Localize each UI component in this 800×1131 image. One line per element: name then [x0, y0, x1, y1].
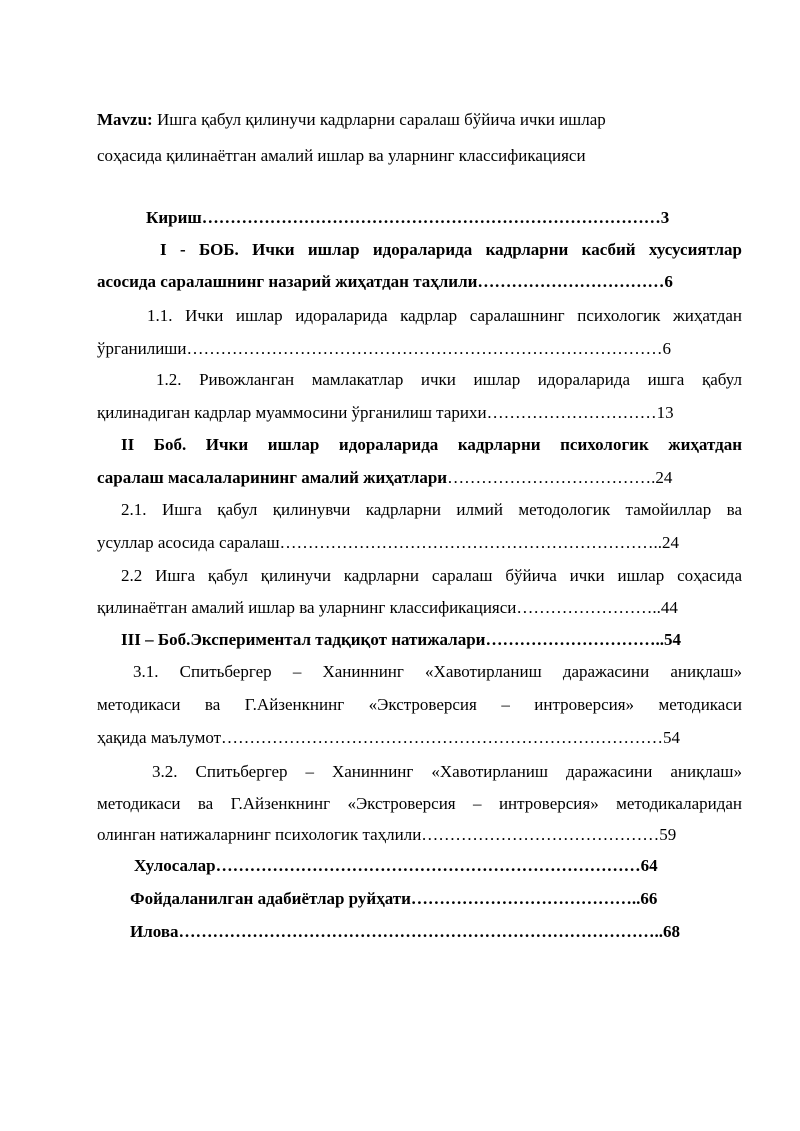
toc-intro: Кириш………………………………………………………………………3	[146, 208, 670, 227]
toc-section-3-1-line-2: методикаси ва Г.Айзенкнинг «Экстроверсия – интроверсия» методикаси	[97, 695, 742, 714]
toc-chapter-2-line-1: II Боб. Ички ишлар идораларида кадрларни психологик жиҳатдан	[121, 435, 742, 454]
toc-section-1-2-line-2: қилинадиган кадрлар муаммосини ўрганилиш тарихи…………………………13	[97, 403, 674, 422]
toc-section-2-1-line-2: усуллар асосида саралаш…………………………………………………………..24	[97, 533, 680, 552]
toc-section-1-2-line-1: 1.2. Ривожланган мамлакатлар ички ишлар идораларида ишга қабул	[156, 370, 742, 389]
toc-references: Фойдаланилган адабиётлар руйҳати…………………………………..66	[130, 889, 658, 908]
toc-section-1-1-line-2: ўрганилиши…………………………………………………………………………6	[97, 339, 671, 358]
toc-section-3-2-line-1: 3.2. Спитьбергер – Ханиннинг «Хавотирланиш даражасини аниқлаш»	[152, 762, 742, 781]
toc-section-2-2-line-2: қилинаётган амалий ишлар ва уларнинг классификацияси……………………..44	[97, 598, 678, 617]
toc-appendix: Илова…………………………………………………………………………..68	[130, 922, 681, 941]
toc-chapter-2-title-end: саралаш масалаларининг амалий жиҳатлари	[97, 468, 448, 487]
topic-line-1	[97, 110, 606, 130]
topic-label: Mavzu:	[97, 110, 153, 129]
toc-section-2-1-line-1: 2.1. Ишга қабул қилинувчи кадрларни илмий методологик тамойиллар ва	[121, 500, 742, 519]
toc-chapter-1-line-2: асосида саралашнинг назарий жиҳатдан таҳлили……………………………6	[97, 272, 673, 291]
toc-section-3-1-line-3: ҳақида маълумот……………………………………………………………………54	[97, 728, 681, 747]
toc-section-3-2-line-2: методикаси ва Г.Айзенкнинг «Экстроверсия – интроверсия» методикаларидан	[97, 794, 742, 813]
toc-chapter-2-line-2	[97, 468, 672, 488]
topic-text-1: Ишга қабул қилинучи кадрларни саралаш бўйича ички ишлар	[156, 110, 606, 129]
toc-section-2-2-line-1: 2.2 Ишга қабул қилинучи кадрларни саралаш бўйича ички ишлар соҳасида	[121, 566, 742, 585]
toc-section-3-1-line-1: 3.1. Спитьбергер – Ханиннинг «Хавотирланиш даражасини аниқлаш»	[133, 662, 742, 681]
toc-section-3-2-line-3: олинган натижаларнинг психологик таҳлили……………………………………59	[97, 825, 677, 844]
toc-chapter-3: III – Боб.Экспериментал тадқиқот натижалари…………………………..54	[121, 630, 681, 649]
toc-section-1-1-line-1: 1.1. Ички ишлар идораларида кадрлар саралашнинг психологик жиҳатдан	[147, 306, 742, 325]
toc-chapter-2-leader: ……………………………….24	[447, 468, 673, 487]
toc-conclusions: Хулосалар…………………………………………………………………64	[134, 856, 658, 875]
toc-chapter-1-line-1: I - БОБ. Ички ишлар идораларида кадрларни касбий хусусиятлар	[160, 240, 742, 259]
topic-line-2: соҳасида қилинаётган амалий ишлар ва уларнинг классификацияси	[97, 146, 586, 165]
